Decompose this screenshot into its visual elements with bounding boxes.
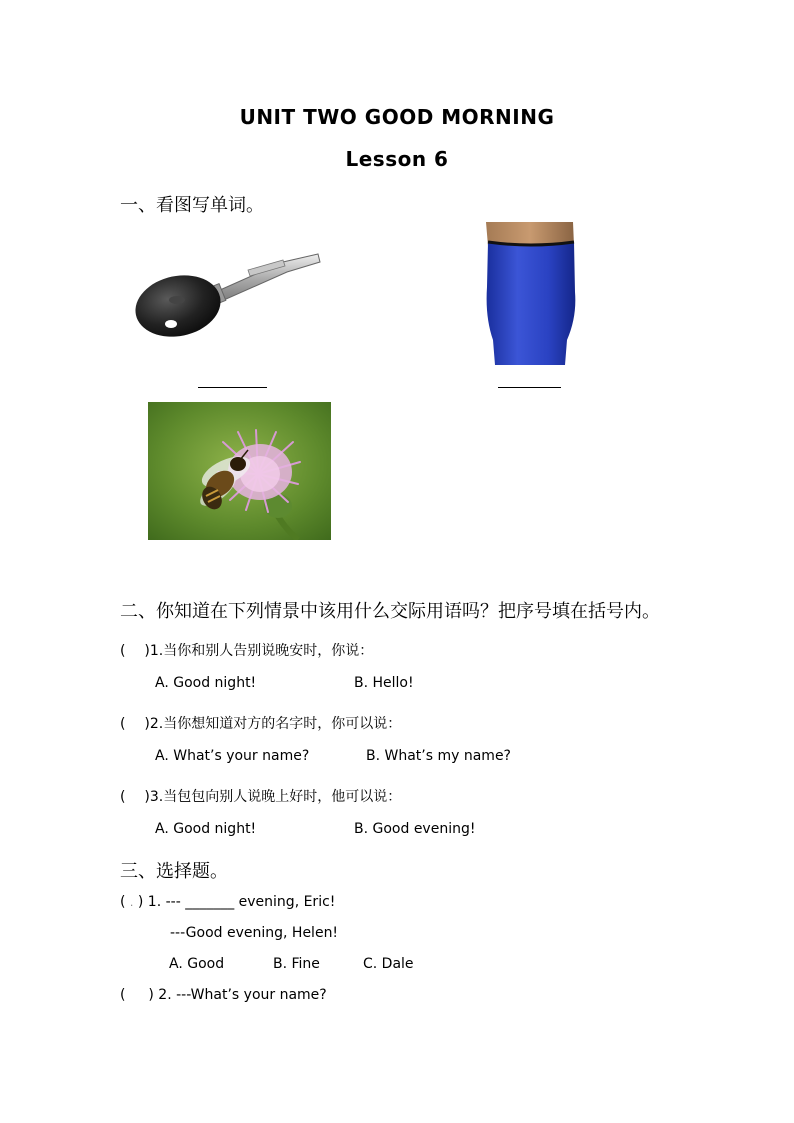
section-1-heading: 一、看图写单词。 xyxy=(120,195,264,216)
answer-paren-close: ) xyxy=(144,716,150,732)
question-3-2 xyxy=(120,987,327,1003)
option-a: A. Good night! xyxy=(155,821,257,837)
section-3-heading: 三、选择题。 xyxy=(120,861,228,882)
answer-paren-open[interactable]: ( xyxy=(120,894,126,910)
answer-paren-open[interactable]: ( xyxy=(120,789,126,805)
question-text: 1.当你和别人告别说晚安时，你说： xyxy=(149,643,374,659)
question-2-3 xyxy=(120,786,401,806)
option-b: B. What’s my name? xyxy=(366,748,511,764)
option-c: C. Dale xyxy=(363,956,414,972)
option-b: B. Good evening! xyxy=(354,821,476,837)
paren-mark: . xyxy=(129,896,134,909)
lesson-subtitle: Lesson 6 xyxy=(345,147,449,171)
page-title: UNIT TWO GOOD MORNING xyxy=(239,105,555,129)
key-icon xyxy=(133,250,323,342)
option-b: B. Fine xyxy=(273,956,320,972)
knee-sleeve-icon xyxy=(483,222,579,365)
question-number: ) 1. --- xyxy=(137,894,181,910)
answer-paren-open[interactable]: ( xyxy=(120,643,126,659)
section-2-heading: 二、你知道在下列情景中该用什么交际用语吗？把序号填在括号内。 xyxy=(120,601,660,622)
question-text: ) 2. ---What’s your name? xyxy=(148,987,327,1003)
question-2-1 xyxy=(120,640,373,660)
option-a: A. What’s your name? xyxy=(155,748,310,764)
question-2-2 xyxy=(120,713,401,733)
question-text: 3.当包包向别人说晚上好时，他可以说： xyxy=(149,789,402,805)
question-3-1 xyxy=(120,894,335,910)
option-a: A. Good night! xyxy=(155,675,257,691)
answer-blank-2[interactable] xyxy=(498,387,561,388)
answer-paren-close: ) xyxy=(144,643,150,659)
reply-line: ---Good evening, Helen! xyxy=(170,925,339,941)
question-text: evening, Eric! xyxy=(238,894,336,910)
fill-blank[interactable]: _______ xyxy=(185,894,235,910)
answer-paren-open[interactable]: ( xyxy=(120,716,126,732)
answer-blank-1[interactable] xyxy=(198,387,267,388)
answer-paren-close: ) xyxy=(144,789,150,805)
question-text: 2.当你想知道对方的名字时，你可以说： xyxy=(149,716,402,732)
option-a: A. Good xyxy=(169,956,225,972)
answer-paren-open[interactable]: ( xyxy=(120,987,126,1003)
option-b: B. Hello! xyxy=(354,675,414,691)
bee-on-flower-icon xyxy=(148,402,331,540)
